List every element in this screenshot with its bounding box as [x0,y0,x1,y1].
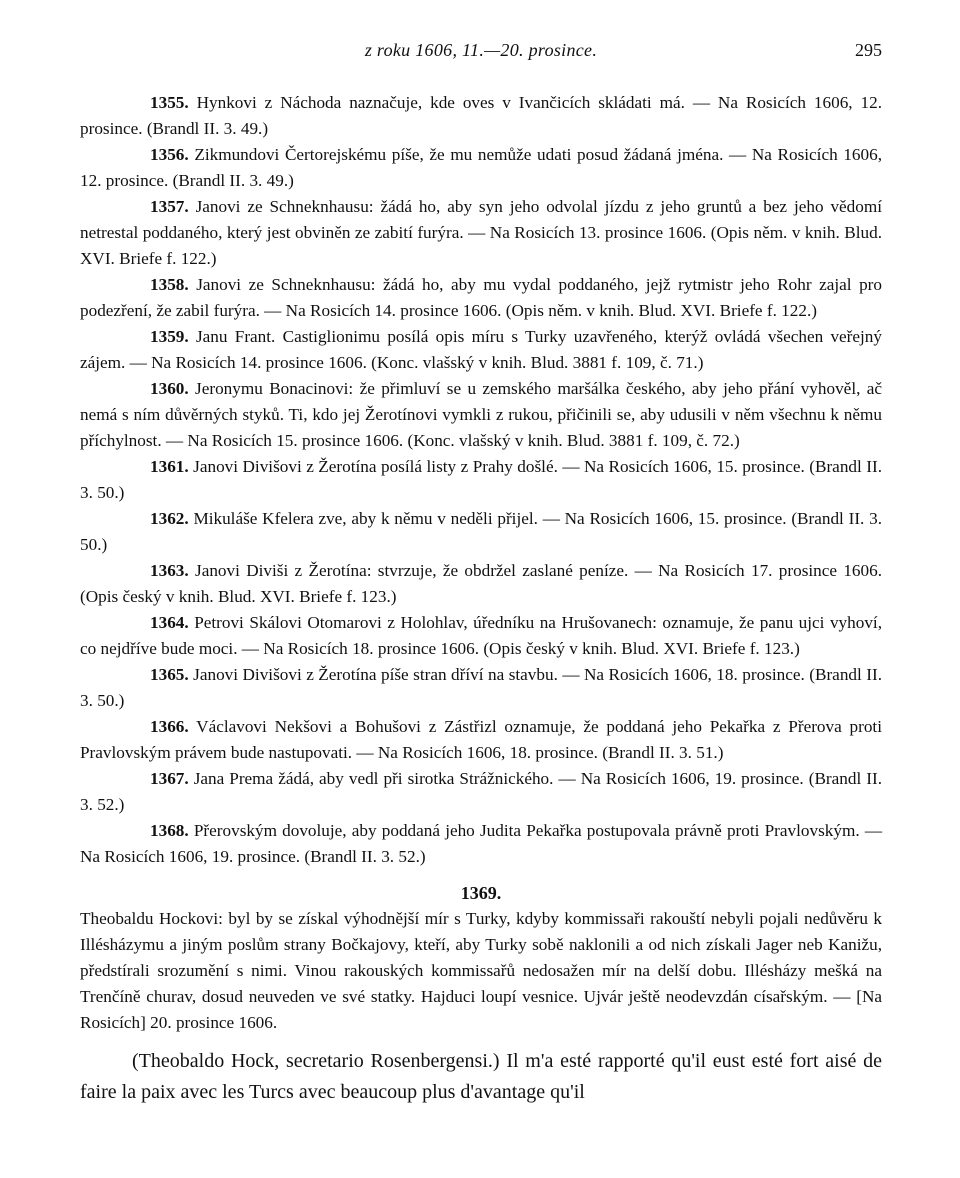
entry-text: Janovi Divišovi z Žerotína posílá listy z Prahy došlé. — Na Rosicích 1606, 15. prosince. (Brandl II. 3. 50.) [80,457,883,502]
entry-1361 [80,454,882,506]
entry-number: 1355. [150,93,189,112]
entry-text: Janovi Divišovi z Žerotína píše stran dříví na stavbu. — Na Rosicích 1606, 18. prosince. (Brandl II. 3. 50.) [80,665,882,710]
entry-1369 [80,880,882,1108]
entry-text: Zikmundovi Čertorejskému píše, že mu nemůže udati posud žádaná jména. — Na Rosicích 1606, 12. prosince. (Brandl II. 3. 49.) [80,145,882,190]
entry-number: 1363. [150,561,189,580]
entry-1364 [80,610,882,662]
entry-number: 1359. [150,327,189,346]
entry-text: Mikuláše Kfelera zve, aby k němu v neděli přijel. — Na Rosicích 1606, 15. prosince. (Brandl II. 3. 50.) [80,509,882,554]
entry-number: 1365. [150,665,189,684]
entry-text: Václavovi Nekšovi a Bohušovi z Zástřizl oznamuje, že poddaná jeho Pekařka z Přerova proti Pravlovským právem bude nastupovati. — Na Rosicích 1606, 18. prosince. (Brandl II. 3. 51.) [80,717,882,762]
entry-1358 [80,272,882,324]
entry-text: Hynkovi z Náchoda naznačuje, kde oves v Ivančicích skládati má. — Na Rosicích 1606, 12. prosince. (Brandl II. 3. 49.) [80,93,883,138]
entry-1362 [80,506,882,558]
entry-1363 [80,558,882,610]
entry-1359 [80,324,882,376]
entry-number: 1368. [150,821,189,840]
original-letter-text: (Theobaldo Hock, secretario Rosenbergensi.) Il m'a esté rapporté qu'il eust esté fort aisé de faire la paix avec les Turcs avec beaucoup plus d'avantage qu'il [80,1050,882,1103]
entry-1368 [80,818,882,870]
entry-number: 1361. [150,457,189,476]
entry-text: Janovi ze Schneknhausu: žádá ho, aby mu vydal poddaného, jejž rytmistr jeho Rohr zajal pro podezření, že zabil furýra. — Na Rosicích 14. prosince 1606. (Opis něm. v knih. Blud. XVI. Briefe f. 122.) [80,275,882,320]
entry-text: Jeronymu Bonacinovi: že přimluví se u zemského maršálka českého, aby jeho přání vyhověl, ač nemá s ním důvěrných styků. Ti, kdo jej Žerotínovi vymkli z rukou, přičinili se, aby udusili v něm všechnu k němu příchylnost. — Na Rosicích 15. prosince 1606. (Konc. vlašský v knih. Blud. 3881 f. 109, č. 72.) [80,379,883,450]
entry-text: Janu Frant. Castiglionimu posílá opis míru s Turky uzavřeného, kterýž ovládá všechen veřejný zájem. — Na Rosicích 14. prosince 1606. (Konc. vlašský v knih. Blud. 3881 f. 109, č. 71.) [80,327,882,372]
entry-list [80,90,882,870]
entry-number: 1362. [150,509,189,528]
entry-1356 [80,142,882,194]
entry-heading: 1369. [460,883,502,903]
entry-text: Přerovským dovoluje, aby poddaná jeho Judita Pekařka postupovala právně proti Pravlovským. — Na Rosicích 1606, 19. prosince. (Brandl II. 3. 52.) [80,821,883,866]
entry-1366 [80,714,882,766]
entry-number: 1366. [150,717,189,736]
entry-number: 1356. [150,145,189,164]
entry-text: Petrovi Skálovi Otomarovi z Holohlav, úředníku na Hrušovanech: oznamuje, že panu ujci vyhoví, co nejdříve bude moci. — Na Rosicích 18. prosince 1606. (Opis český v knih. Blud. XVI. Briefe f. 123.) [80,613,883,658]
entry-1367 [80,766,882,818]
entry-text: Jana Prema žádá, aby vedl při sirotka Strážnického. — Na Rosicích 1606, 19. prosince. (Brandl II. 3. 52.) [80,769,882,814]
entry-1360 [80,376,882,454]
entry-number: 1360. [150,379,189,398]
entry-number: 1358. [150,275,189,294]
entry-text: Janovi Diviši z Žerotína: stvrzuje, že obdržel zaslané peníze. — Na Rosicích 17. prosince 1606. (Opis český v knih. Blud. XVI. Briefe f. 123.) [80,561,882,606]
entry-summary: Theobaldu Hockovi: byl by se získal výhodnější mír s Turky, kdyby kommissaři rakouští nebyli pojali nedůvěru k Illésházymu a jiným poslům strany Bočkajovy, kteří, aby Turky sobě naklonili a od nich získali Jager neb Kanižu, předstírali srozumění s nimi. Vinou rakouských kommissařů nedosažen mír na delší dobu. Illésházy mešká na Trenčíně churav, dosud neuveden ve své statky. Hajduci loupí vesnice. Ujvár ještě neodevzdán císařským. — [Na Rosicích] 20. prosince 1606. [80,909,882,1032]
page-number: 295 [855,40,882,60]
page-header [80,40,882,70]
entry-number: 1367. [150,769,189,788]
entry-number: 1364. [150,613,189,632]
entry-1355 [80,90,882,142]
entry-number: 1357. [150,197,189,216]
entry-1365 [80,662,882,714]
running-title: z roku 1606, 11.—20. prosince. [364,40,598,60]
entry-1357 [80,194,882,272]
entry-text: Janovi ze Schneknhausu: žádá ho, aby syn jeho odvolal jízdu z jeho gruntů a bez jeho vědomí netrestal poddaného, který jest obviněn ze zabití furýra. — Na Rosicích 13. prosince 1606. (Opis něm. v knih. Blud. XVI. Briefe f. 122.) [80,197,882,268]
